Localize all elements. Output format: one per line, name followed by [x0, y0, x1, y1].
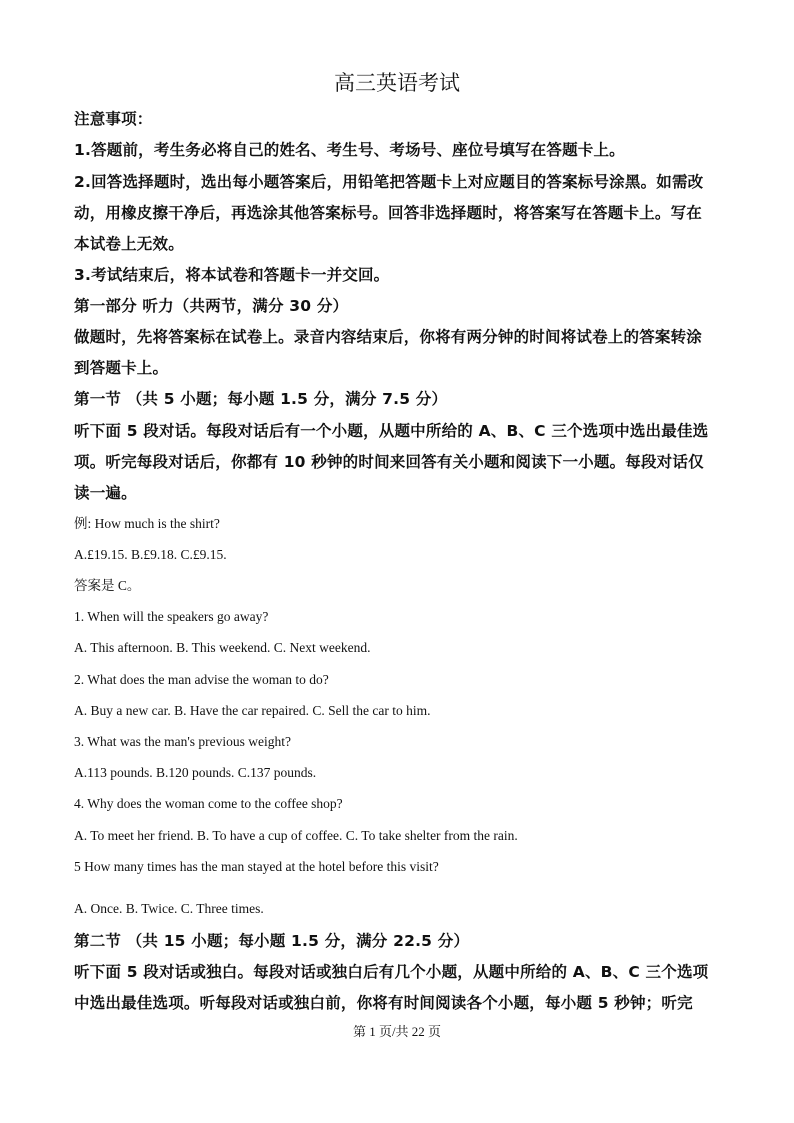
example-question: 例: How much is the shirt?	[74, 516, 220, 531]
page-footer: 第 1 页/共 22 页	[352, 1024, 442, 1039]
part1-instructions-line-2: 到答题卡上。	[74, 359, 169, 377]
notice-item-2-line-2: 动，用橡皮擦干净后，再选涂其他答案标号。回答非选择题时，将答案写在答题卡上。写在	[74, 204, 703, 222]
section2-heading: 第二节 （共 15 小题；每小题 1.5 分，满分 22.5 分）	[74, 932, 470, 950]
section2-instructions-line-2: 中选出最佳选项。听每段对话或独白前，你将有时间阅读各个小题，每小题 5 秒钟；听完	[74, 994, 693, 1012]
question-5: 5 How many times has the man stayed at the hotel before this visit?	[74, 859, 439, 874]
notice-item-2-line-1: 2.回答选择题时，选出每小题答案后，用铅笔把答题卡上对应题目的答案标号涂黑。如需改	[74, 173, 704, 191]
notice-item-2-line-3: 本试卷上无效。	[74, 235, 184, 253]
notice-heading: 注意事项：	[74, 110, 153, 128]
section1-heading: 第一节 （共 5 小题；每小题 1.5 分，满分 7.5 分）	[74, 390, 448, 408]
question-4: 4. Why does the woman come to the coffee shop?	[74, 796, 343, 811]
notice-item-3: 3.考试结束后，将本试卷和答题卡一并交回。	[74, 266, 390, 284]
section1-instructions-line-2: 项。听完每段对话后，你都有 10 秒钟的时间来回答有关小题和阅读下一小题。每段对话仅	[74, 453, 704, 471]
question-3-options: A.113 pounds. B.120 pounds. C.137 pounds.	[74, 765, 317, 780]
question-5-options: A. Once. B. Twice. C. Three times.	[74, 901, 264, 916]
example-options: A.£19.15. B.£9.18. C.£9.15.	[74, 547, 227, 562]
section1-instructions-line-1: 听下面 5 段对话。每段对话后有一个小题，从题中所给的 A、B、C 三个选项中选出最佳选	[74, 422, 709, 440]
question-1: 1. When will the speakers go away?	[74, 609, 269, 624]
section2-instructions-line-1: 听下面 5 段对话或独白。每段对话或独白后有几个小题，从题中所给的 A、B、C 三个选项	[74, 963, 709, 981]
question-1-options: A. This afternoon. B. This weekend. C. Next weekend.	[74, 640, 371, 655]
notice-item-1: 1.答题前，考生务必将自己的姓名、考生号、考场号、座位号填写在答题卡上。	[74, 141, 625, 159]
section1-instructions-line-3: 读一遍。	[74, 484, 137, 502]
example-answer: 答案是 C。	[74, 578, 141, 593]
question-4-options: A. To meet her friend. B. To have a cup of coffee. C. To take shelter from the rain.	[74, 828, 518, 843]
part1-heading: 第一部分 听力（共两节，满分 30 分）	[74, 297, 349, 315]
question-3: 3. What was the man's previous weight?	[74, 734, 292, 749]
question-2-options: A. Buy a new car. B. Have the car repaired. C. Sell the car to him.	[74, 703, 431, 718]
question-2: 2. What does the man advise the woman to do?	[74, 672, 329, 687]
part1-instructions-line-1: 做题时，先将答案标在试卷上。录音内容结束后，你将有两分钟的时间将试卷上的答案转涂	[74, 328, 703, 346]
page-title: 高三英语考试	[334, 71, 460, 95]
